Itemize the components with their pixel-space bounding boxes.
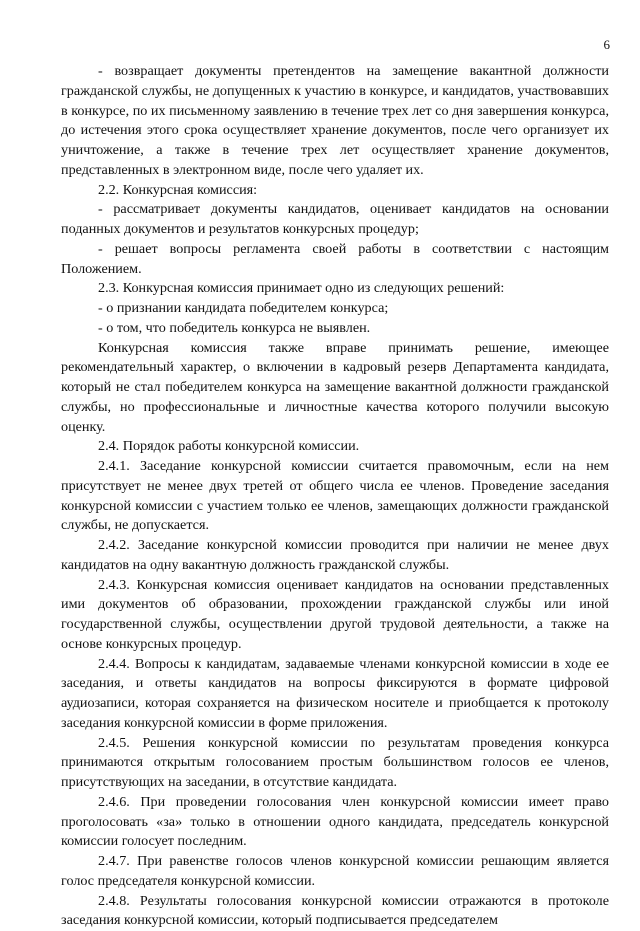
paragraph-2-2-review: - рассматривает документы кандидатов, оценивает кандидатов на основании поданных документов и результатов конкурсных процедур; (61, 200, 609, 240)
paragraph-2-4-2: 2.4.2. Заседание конкурсной комиссии проводится при наличии не менее двух кандидатов на одну вакантную должность гражданской службы. (61, 536, 609, 576)
paragraph-2-3-heading: 2.3. Конкурсная комиссия принимает одно из следующих решений: (61, 279, 609, 299)
paragraph-2-4-7: 2.4.7. При равенстве голосов членов конкурсной комиссии решающим является голос председателя конкурсной комиссии. (61, 852, 609, 892)
paragraph-2-4-4: 2.4.4. Вопросы к кандидатам, задаваемые членами конкурсной комиссии в ходе ее заседания, и ответы кандидатов на вопросы фиксируются в формате цифровой аудиозаписи, которая сохраняется на физическом носителе и приобщается к протоколу заседания конкурсной комиссии в форме приложения. (61, 655, 609, 734)
paragraph-documents-return: - возвращает документы претендентов на замещение вакантной должности гражданской службы, не допущенных к участию в конкурсе, и кандидатов, участвовавших в конкурсе, по их письменному заявлению в течение трех лет со дня завершения конкурса, до истечения этого срока осуществляет хранение документов, после чего организует их уничтожение, а также в течение трех лет осуществляет хранение документов, представленных в электронном виде, после чего удаляет их. (61, 62, 609, 181)
paragraph-2-4-3: 2.4.3. Конкурсная комиссия оценивает кандидатов на основании представленных ими документов об образовании, прохождении гражданской службы или иной государственной службы, осуществлении другой трудовой деятельности, а также на основе конкурсных процедур. (61, 576, 609, 655)
paragraph-2-4-8: 2.4.8. Результаты голосования конкурсной комиссии отражаются в протоколе заседания конкурсной комиссии, который подписывается председателем (61, 892, 609, 931)
paragraph-2-2-heading: 2.2. Конкурсная комиссия: (61, 181, 609, 201)
paragraph-2-4-6: 2.4.6. При проведении голосования член конкурсной комиссии имеет право проголосовать «за» только в отношении одного кандидата, председатель конкурсной комиссии голосует последним. (61, 793, 609, 852)
paragraph-2-4-5: 2.4.5. Решения конкурсной комиссии по результатам проведения конкурса принимаются открытым голосованием простым большинством голосов ее членов, присутствующих на заседании, в отсутствие кандидата. (61, 734, 609, 793)
paragraph-2-3-no-winner: - о том, что победитель конкурса не выявлен. (61, 319, 609, 339)
paragraph-2-2-regulation: - решает вопросы регламента своей работы в соответствии с настоящим Положением. (61, 240, 609, 280)
paragraph-reserve-recommendation: Конкурсная комиссия также вправе принимать решение, имеющее рекомендательный характер, о включении в кадровый резерв Департамента кандидата, который не стал победителем конкурса на замещение вакантной должности гражданской службы, но профессиональные и личностные качества которого получили высокую оценку. (61, 339, 609, 438)
paragraph-2-4-1: 2.4.1. Заседание конкурсной комиссии считается правомочным, если на нем присутствует не менее двух третей от общего числа ее членов. Проведение заседания конкурсной комиссии с участием только ее членов, замещающих должности гражданской службы, не допускается. (61, 457, 609, 536)
paragraph-2-3-winner: - о признании кандидата победителем конкурса; (61, 299, 609, 319)
paragraph-2-4-heading: 2.4. Порядок работы конкурсной комиссии. (61, 437, 609, 457)
document-body (61, 62, 609, 931)
page-number: 6 (604, 38, 611, 52)
